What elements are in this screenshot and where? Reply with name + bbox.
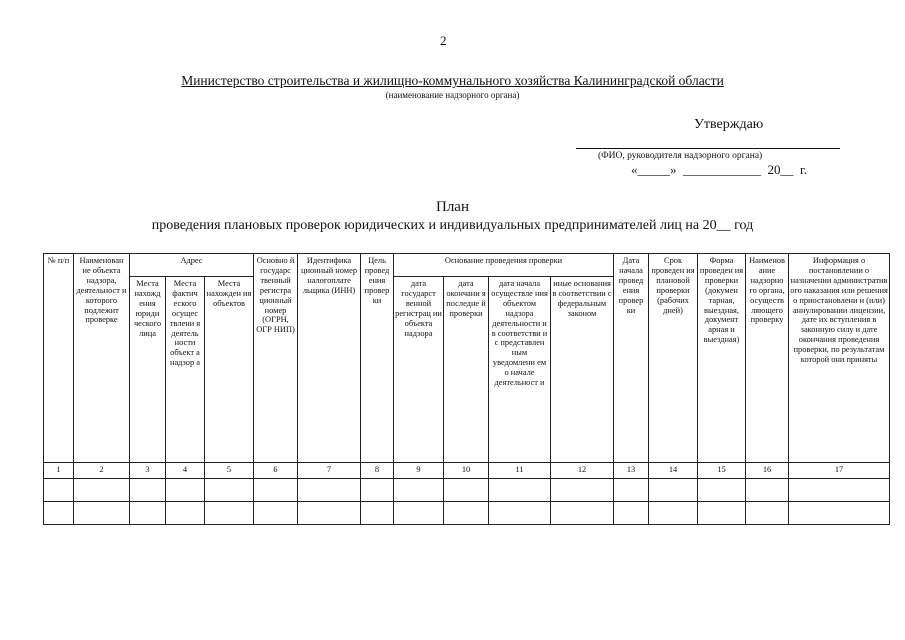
header-address-objects: Места нахожден ия объектов [205,277,254,463]
table-cell [205,479,254,502]
table-cell [551,479,614,502]
table-cell [74,502,130,525]
table-cell [614,479,649,502]
table-cell [205,502,254,525]
header-object-name: Наименован ие объекта надзора, деятельност и которого подлежит проверке [74,254,130,463]
table-cell [394,502,444,525]
header-basis-registration: дата государст венной регистрац ии объекта надзора [394,277,444,463]
table-cell [394,479,444,502]
signature-line [576,148,840,149]
column-number: 13 [614,463,649,479]
table-cell [489,502,551,525]
column-number: 12 [551,463,614,479]
table-cell [789,479,890,502]
signer-caption: (ФИО, руководителя надзорного органа) [598,151,763,161]
column-number-row [44,463,890,479]
header-inn: Идентифика ционный номер налогоплате льщика (ИНН) [298,254,361,463]
column-number: 7 [298,463,361,479]
table-row [44,479,890,502]
table-cell [130,502,166,525]
header-purpose: Цель провед ения провер ки [361,254,394,463]
header-joint-authority: Наименов ание надзорно го органа, осуществ ляющего проверку [746,254,789,463]
table-cell [166,502,205,525]
column-number: 8 [361,463,394,479]
table-row [44,502,890,525]
table-cell [130,479,166,502]
header-address-activity: Места фактич еского осущес твлени я деятель ности объект а надзор а [166,277,205,463]
table-cell [444,502,489,525]
header-ogrn: Основно й государс твенный регистра ционный номер (ОГРН, ОГР НИП) [254,254,298,463]
table-cell [649,502,698,525]
page-number: 2 [440,33,447,48]
approve-label: Утверждаю [694,117,764,132]
ministry-name [0,73,905,89]
table-cell [166,479,205,502]
table-cell [746,502,789,525]
header-term: Срок проведен ия плановой проверки (рабочих дней) [649,254,698,463]
table-cell [489,479,551,502]
column-number: 14 [649,463,698,479]
ministry-caption: (наименование надзорного органа) [385,90,520,100]
header-start-date: Дата начала провед ения провер ки [614,254,649,463]
column-number: 2 [74,463,130,479]
table-cell [698,479,746,502]
column-number: 16 [746,463,789,479]
header-address: Адрес [130,254,254,277]
table-cell [298,502,361,525]
table-cell [551,502,614,525]
table-cell [361,502,394,525]
header-basis-other: иные основания в соответствии с федеральным законом [551,277,614,463]
column-number: 3 [130,463,166,479]
column-number: 17 [789,463,890,479]
table-cell [698,502,746,525]
header-penalty-info: Информация о постановлении о назначении административ ого наказания или решения о приостановлени и (или) аннулировании лицензии, дате их вступления в законную силу и дате окончания проведения проверки, по результатам которой они приняты [789,254,890,463]
column-number: 9 [394,463,444,479]
plan-title: План [435,199,469,215]
table-cell [44,479,74,502]
header-basis-last-check: дата окончани я последне й проверки [444,277,489,463]
column-number: 5 [205,463,254,479]
table-cell [361,479,394,502]
header-basis-activity-start: дата начала осуществле ния объектом надзора деятельности и в соответстви и с представлен ным уведомлени ем о начале деятельност и [489,277,551,463]
table-cell [649,479,698,502]
date-line: «_____» ____________ 20__ г. [631,162,808,177]
inspection-plan-table [43,253,890,525]
table-cell [746,479,789,502]
table-cell [254,479,298,502]
table-cell [254,502,298,525]
table-cell [44,502,74,525]
column-number: 1 [44,463,74,479]
header-address-location: Места нахожд ения юриди ческого лица [130,277,166,463]
header-basis: Основание проведения проверки [394,254,614,277]
table-cell [444,479,489,502]
plan-subtitle: проведения плановых проверок юридических и индивидуальных предпринимателей лиц на 20__ год [151,218,754,233]
column-number: 10 [444,463,489,479]
table-cell [298,479,361,502]
table-cell [74,479,130,502]
header-num: № п/п [44,254,74,463]
column-number: 15 [698,463,746,479]
column-number: 4 [166,463,205,479]
ministry-name-text: Министерство строительства и жилищно-коммунального хозяйства Калининградской области [181,73,724,88]
table-cell [614,502,649,525]
header-form: Форма проведен ия проверки (докумен тарная, выездная, документ арная и выездная) [698,254,746,463]
column-number: 6 [254,463,298,479]
column-number: 11 [489,463,551,479]
header-row-1 [44,254,890,277]
table-cell [789,502,890,525]
